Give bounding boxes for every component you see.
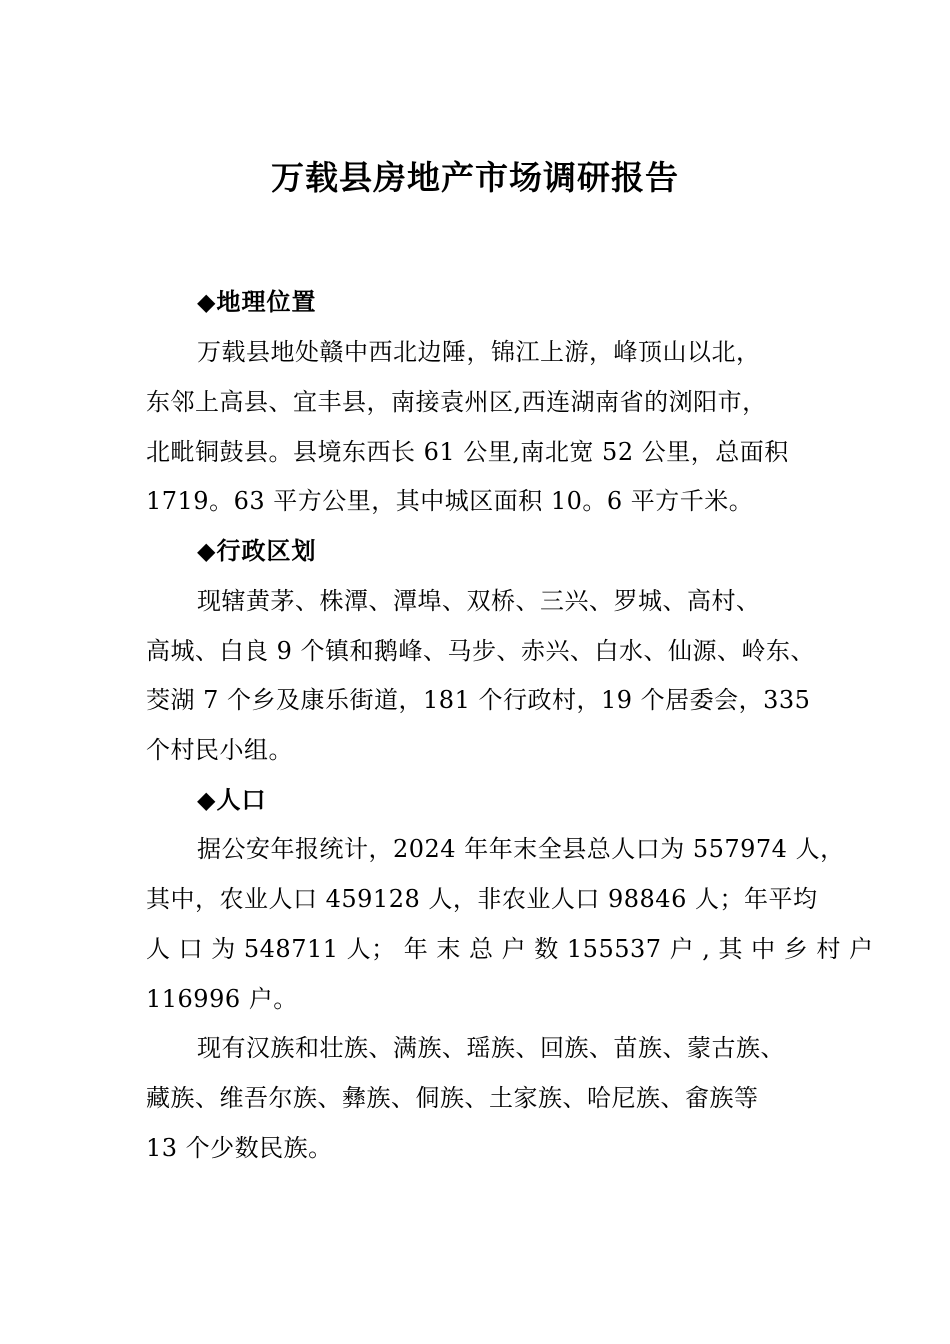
section-heading-geography: ◆地理位置 — [197, 287, 317, 316]
paragraph-line: 1719。63 平方公里，其中城区面积 10。6 平方千米。 — [146, 487, 754, 515]
paragraph-line: 万载县地处赣中西北边陲，锦江上游，峰顶山以北， — [197, 338, 761, 366]
section-heading-administration: ◆行政区划 — [197, 536, 317, 565]
paragraph-line: 116996 户。 — [146, 985, 298, 1013]
document-title: 万载县房地产市场调研报告 — [271, 158, 679, 197]
paragraph-line: 13 个少数民族。 — [146, 1134, 333, 1162]
paragraph-line: 东邻上高县、宜丰县，南接袁州区,西连湖南省的浏阳市， — [146, 388, 767, 416]
paragraph-line: 现辖黄茅、株潭、潭埠、双桥、三兴、罗城、高村、 — [197, 587, 761, 615]
paragraph-line: 茭湖 7 个乡及康乐街道，181 个行政村，19 个居委会，335 — [146, 686, 811, 714]
paragraph-line: 人 口 为 548711 人； 年 末 总 户 数 155537 户 , 其 中 乡 村 户 — [146, 935, 874, 963]
paragraph-line: 现有汉族和壮族、满族、瑶族、回族、苗族、蒙古族、 — [197, 1034, 785, 1062]
paragraph-line: 个村民小组。 — [146, 736, 293, 764]
paragraph-line: 高城、白良 9 个镇和鹅峰、马步、赤兴、白水、仙源、岭东、 — [146, 637, 816, 665]
paragraph-line: 北毗铜鼓县。县境东西长 61 公里,南北宽 52 公里，总面积 — [146, 438, 789, 466]
section-heading-population: ◆人口 — [197, 785, 267, 814]
paragraph-line: 藏族、维吾尔族、彝族、侗族、土家族、哈尼族、畲族等 — [146, 1084, 759, 1112]
paragraph-line: 据公安年报统计，2024 年年末全县总人口为 557974 人， — [197, 835, 845, 863]
paragraph-line: 其中，农业人口 459128 人，非农业人口 98846 人；年平均 — [146, 885, 818, 913]
